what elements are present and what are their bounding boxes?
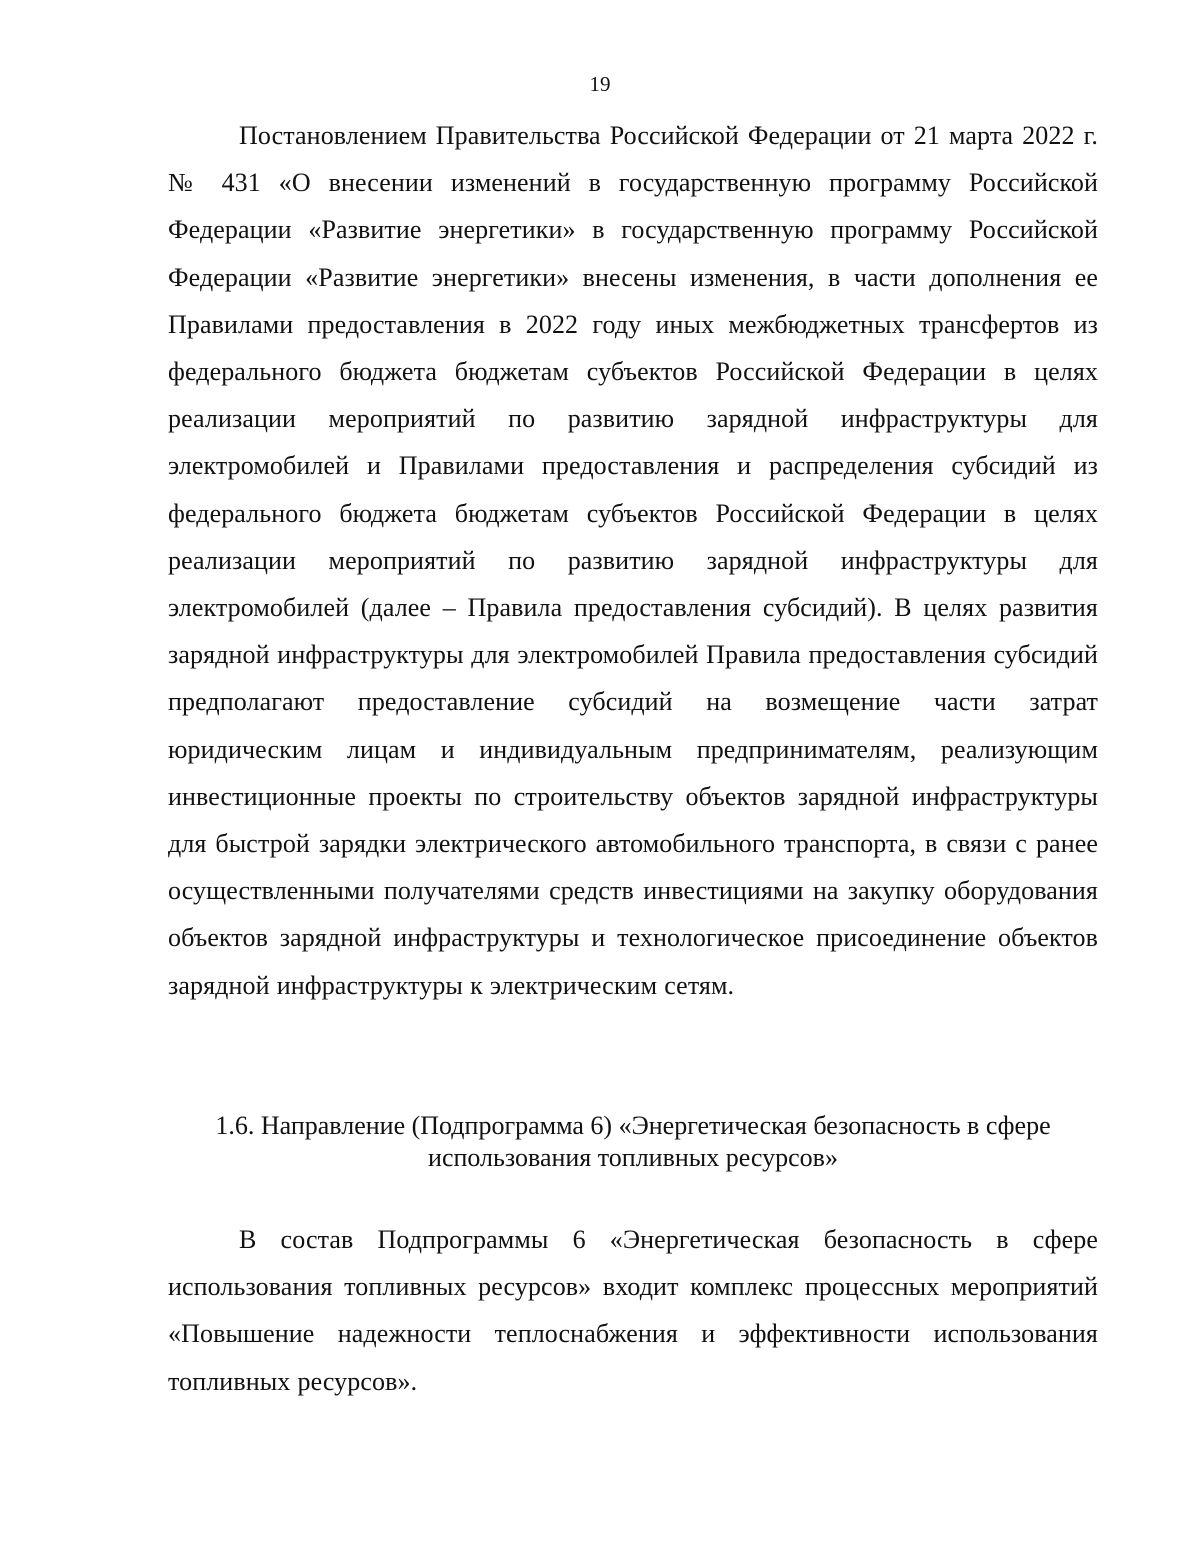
body-paragraph-subsidy-rules: Постановлением Правительства Российской Федерации от 21 марта 2022 г. № 431 «О внесении изменений в государственную программу Российской Федерации «Развитие энергетики» в государственную программу Российской Федерации «Развитие энергетики» внесены изменения, в части дополнения ее Правилами предоставления в 2022 году иных межбюджетных трансфертов из федерального бюджета бюджетам субъектов Российской Федерации в целях реализации мероприятий по развитию зарядной инфраструктуры для электромобилей и Правилами предоставления и распределения субсидий из федерального бюджета бюджетам субъектов Российской Федерации в целях реализации мероприятий по развитию зарядной инфраструктуры для электромобилей (далее – Правила предоставления субсидий). В целях развития зарядной инфраструктуры для электромобилей Правила предоставления субсидий предполагают предоставление субсидий на возмещение части затрат юридическим лицам и индивидуальным предпринимателям, реализующим инвестиционные проекты по строительству объектов зарядной инфраструктуры для быстрой зарядки электрического автомобильного транспорта, в связи с ранее осуществленными получателями средств инвестициями на закупку оборудования объектов зарядной инфраструктуры и технологическое присоединение объектов зарядной инфраструктуры к электрическим сетям. (168, 121, 1098, 1000)
section-heading (168, 1110, 1098, 1174)
section-heading-line-2: использования топливных ресурсов» (428, 1143, 838, 1172)
page-number: 19 (589, 72, 611, 96)
section-heading-line-1: 1.6. Направление (Подпрограмма 6) «Энергетическая безопасность в сфере (215, 1111, 1051, 1140)
body-paragraph-subprogram-6: В состав Подпрограммы 6 «Энергетическая безопасность в сфере использования топливных ресурсов» входит комплекс процессных мероприятий «Повышение надежности теплоснабжения и эффективности использования топливных ресурсов». (168, 1225, 1098, 1396)
